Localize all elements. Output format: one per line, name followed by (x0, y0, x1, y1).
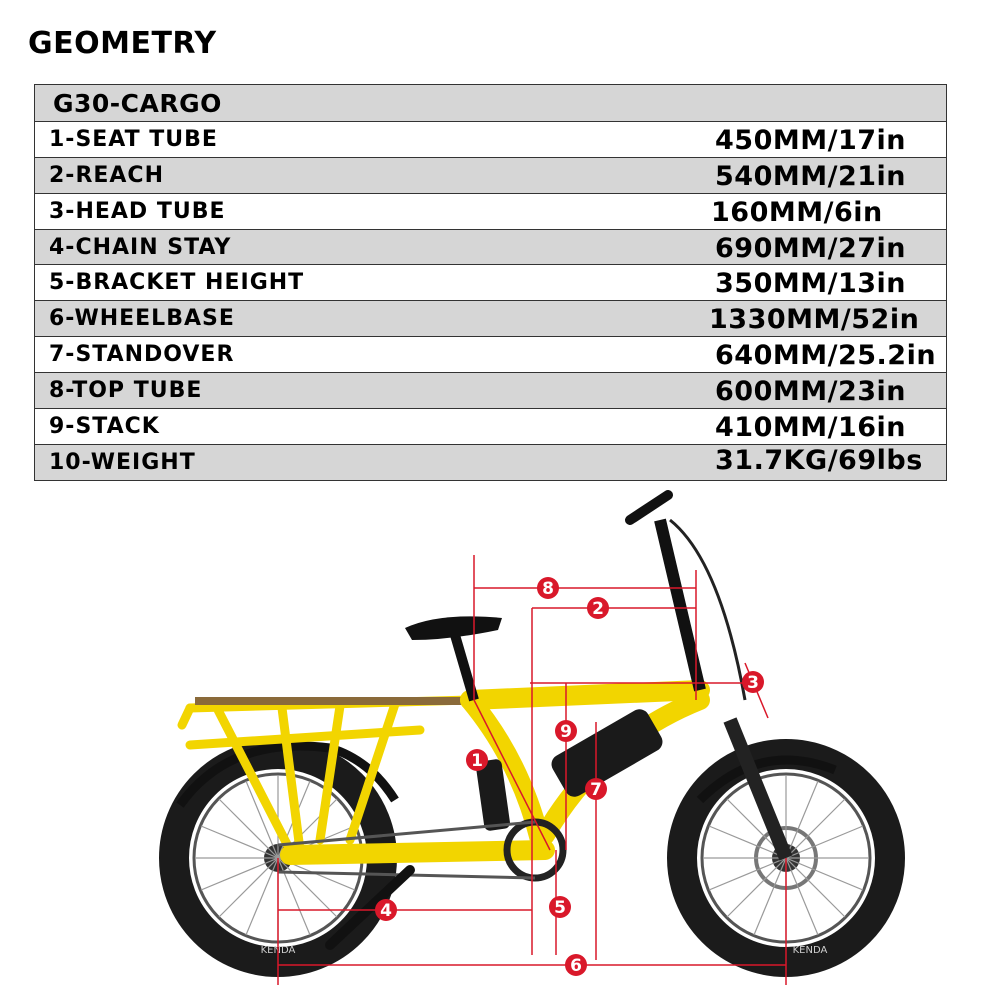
spec-value: 640MM/25.2in (715, 340, 937, 372)
spec-value: 410MM/16in (715, 412, 907, 444)
marker-1 (466, 749, 488, 771)
marker-label: 7 (590, 780, 602, 800)
table-row (35, 157, 946, 193)
page-title: GEOMETRY (28, 26, 217, 61)
marker-label: 4 (380, 901, 392, 921)
marker-label: 3 (747, 673, 759, 693)
bike-geometry-diagram (0, 490, 1000, 1000)
marker-2 (587, 597, 609, 619)
table-row (35, 372, 946, 408)
seat-post (455, 635, 474, 700)
spec-label: 5-BRACKET HEIGHT (49, 270, 305, 296)
marker-label: 1 (471, 751, 483, 771)
model-name: G30-CARGO (53, 89, 222, 118)
table-row (35, 121, 946, 157)
spec-value: 160MM/6in (711, 196, 883, 228)
spec-label: 9-STACK (49, 414, 160, 440)
table-row (35, 336, 946, 372)
marker-4 (375, 899, 397, 921)
spec-value: 31.7KG/69lbs (715, 444, 923, 476)
spec-label: 8-TOP TUBE (49, 378, 203, 404)
spec-label: 2-REACH (49, 162, 164, 188)
handlebar (630, 495, 668, 520)
tire-brand-rear: KENDA (260, 945, 296, 956)
saddle (405, 616, 502, 640)
spec-label: 7-STANDOVER (49, 342, 235, 368)
tire-brand-front: KENDA (792, 945, 828, 956)
marker-8 (537, 577, 559, 599)
table-title-row (35, 85, 946, 121)
marker-label: 8 (542, 579, 554, 599)
spec-value: 600MM/23in (715, 376, 907, 408)
spec-label: 10-WEIGHT (49, 449, 196, 475)
marker-label: 9 (560, 722, 572, 742)
marker-9 (555, 720, 577, 742)
rack-deck (195, 697, 470, 705)
table-row (35, 229, 946, 265)
marker-label: 6 (570, 956, 582, 976)
table-row (35, 300, 946, 336)
marker-label: 2 (592, 599, 604, 619)
table-row (35, 264, 946, 300)
marker-3 (742, 671, 764, 693)
spec-label: 4-CHAIN STAY (49, 234, 232, 260)
spec-label: 6-WHEELBASE (49, 306, 235, 332)
spec-value: 350MM/13in (715, 268, 907, 300)
spec-label: 1-SEAT TUBE (49, 126, 218, 152)
table-row (35, 193, 946, 229)
table-row (35, 444, 946, 480)
spec-value: 540MM/21in (715, 160, 907, 192)
marker-7 (585, 778, 607, 800)
table-row (35, 408, 946, 444)
spec-value: 450MM/17in (715, 124, 907, 156)
marker-5 (549, 896, 571, 918)
spec-label: 3-HEAD TUBE (49, 198, 226, 224)
spec-value: 1330MM/52in (709, 304, 920, 336)
geometry-table (34, 84, 947, 481)
marker-6 (565, 954, 587, 976)
spec-value: 690MM/27in (715, 232, 907, 264)
marker-label: 5 (554, 898, 566, 918)
